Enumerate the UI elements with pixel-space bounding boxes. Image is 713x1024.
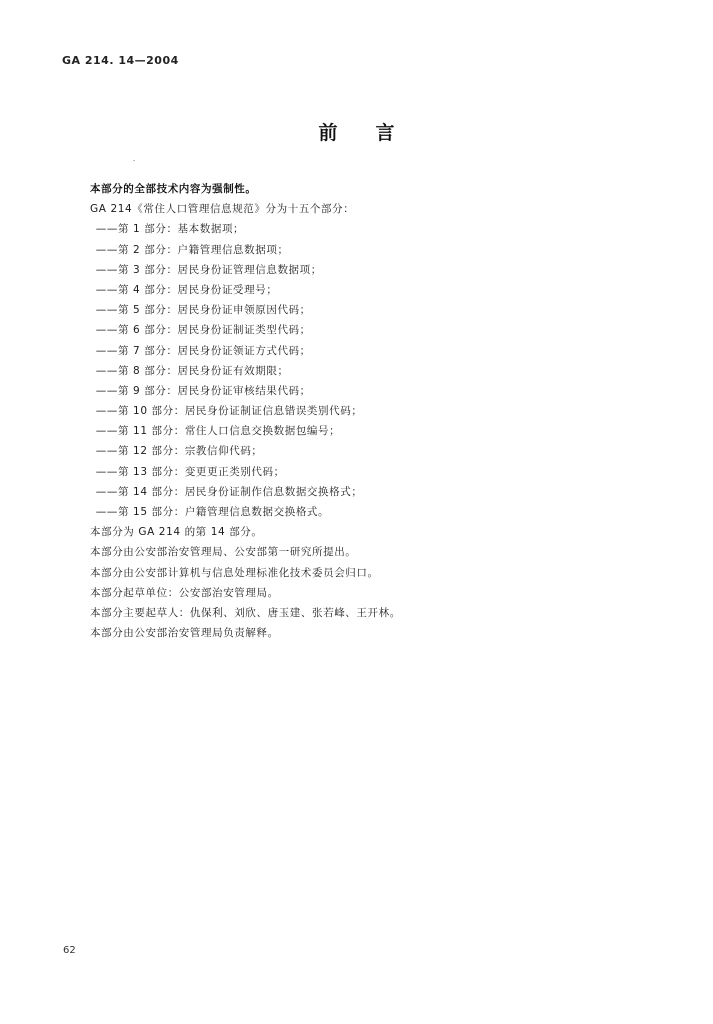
parts-list: [90, 219, 650, 522]
part-item: ——第 10 部分：居民身份证制证信息错误类别代码；: [95, 405, 363, 418]
part-item: ——第 4 部分：居民身份证受理号；: [95, 283, 278, 296]
standard-code: GA 214. 14—2004: [62, 54, 179, 67]
part-item: ——第 14 部分：居民身份证制作信息数据交换格式；: [95, 485, 363, 498]
part-number-statement: 本部分为 GA 214 的第 14 部分。: [90, 526, 263, 539]
series-statement: GA 214《常住人口管理信息规范》分为十五个部分：: [90, 203, 355, 216]
part-item: ——第 8 部分：居民身份证有效期限；: [95, 364, 289, 377]
page-title-part-1: 前: [318, 122, 338, 144]
part-item: ——第 15 部分：户籍管理信息数据交换格式。: [95, 506, 330, 518]
page-number: 62: [63, 945, 76, 956]
centralizing-committee-statement: 本部分由公安部计算机与信息处理标准化技术委员会归口。: [90, 566, 379, 579]
part-item: ——第 12 部分：宗教信仰代码；: [95, 445, 263, 458]
page-title-part-2: 言: [375, 122, 395, 144]
drafters-statement: 本部分主要起草人：仇保利、刘欣、唐玉建、张若峰、王开林。: [90, 606, 401, 619]
part-item: ——第 13 部分：变更更正类别代码；: [95, 465, 285, 478]
scan-speck: [133, 160, 135, 161]
page-title: [0, 118, 713, 145]
part-item: ——第 9 部分：居民身份证审核结果代码；: [95, 384, 311, 397]
part-item: ——第 7 部分：居民身份证领证方式代码；: [95, 344, 311, 357]
part-item: ——第 11 部分：常住人口信息交换数据包编号；: [95, 425, 341, 438]
part-item: ——第 5 部分：居民身份证申领原因代码；: [95, 304, 311, 317]
part-item: ——第 1 部分：基本数据项；: [95, 223, 245, 236]
drafting-organization-statement: 本部分起草单位：公安部治安管理局。: [90, 586, 279, 599]
part-item: ——第 6 部分：居民身份证制证类型代码；: [95, 324, 311, 337]
part-item: ——第 3 部分：居民身份证管理信息数据项；: [95, 263, 322, 276]
foreword-body: [90, 179, 650, 643]
interpretation-statement: 本部分由公安部治安管理局负责解释。: [90, 627, 279, 640]
part-item: ——第 2 部分：户籍管理信息数据项；: [95, 243, 289, 256]
mandatory-statement: 本部分的全部技术内容为强制性。: [90, 183, 257, 195]
proposer-statement: 本部分由公安部治安管理局、公安部第一研究所提出。: [90, 546, 357, 559]
